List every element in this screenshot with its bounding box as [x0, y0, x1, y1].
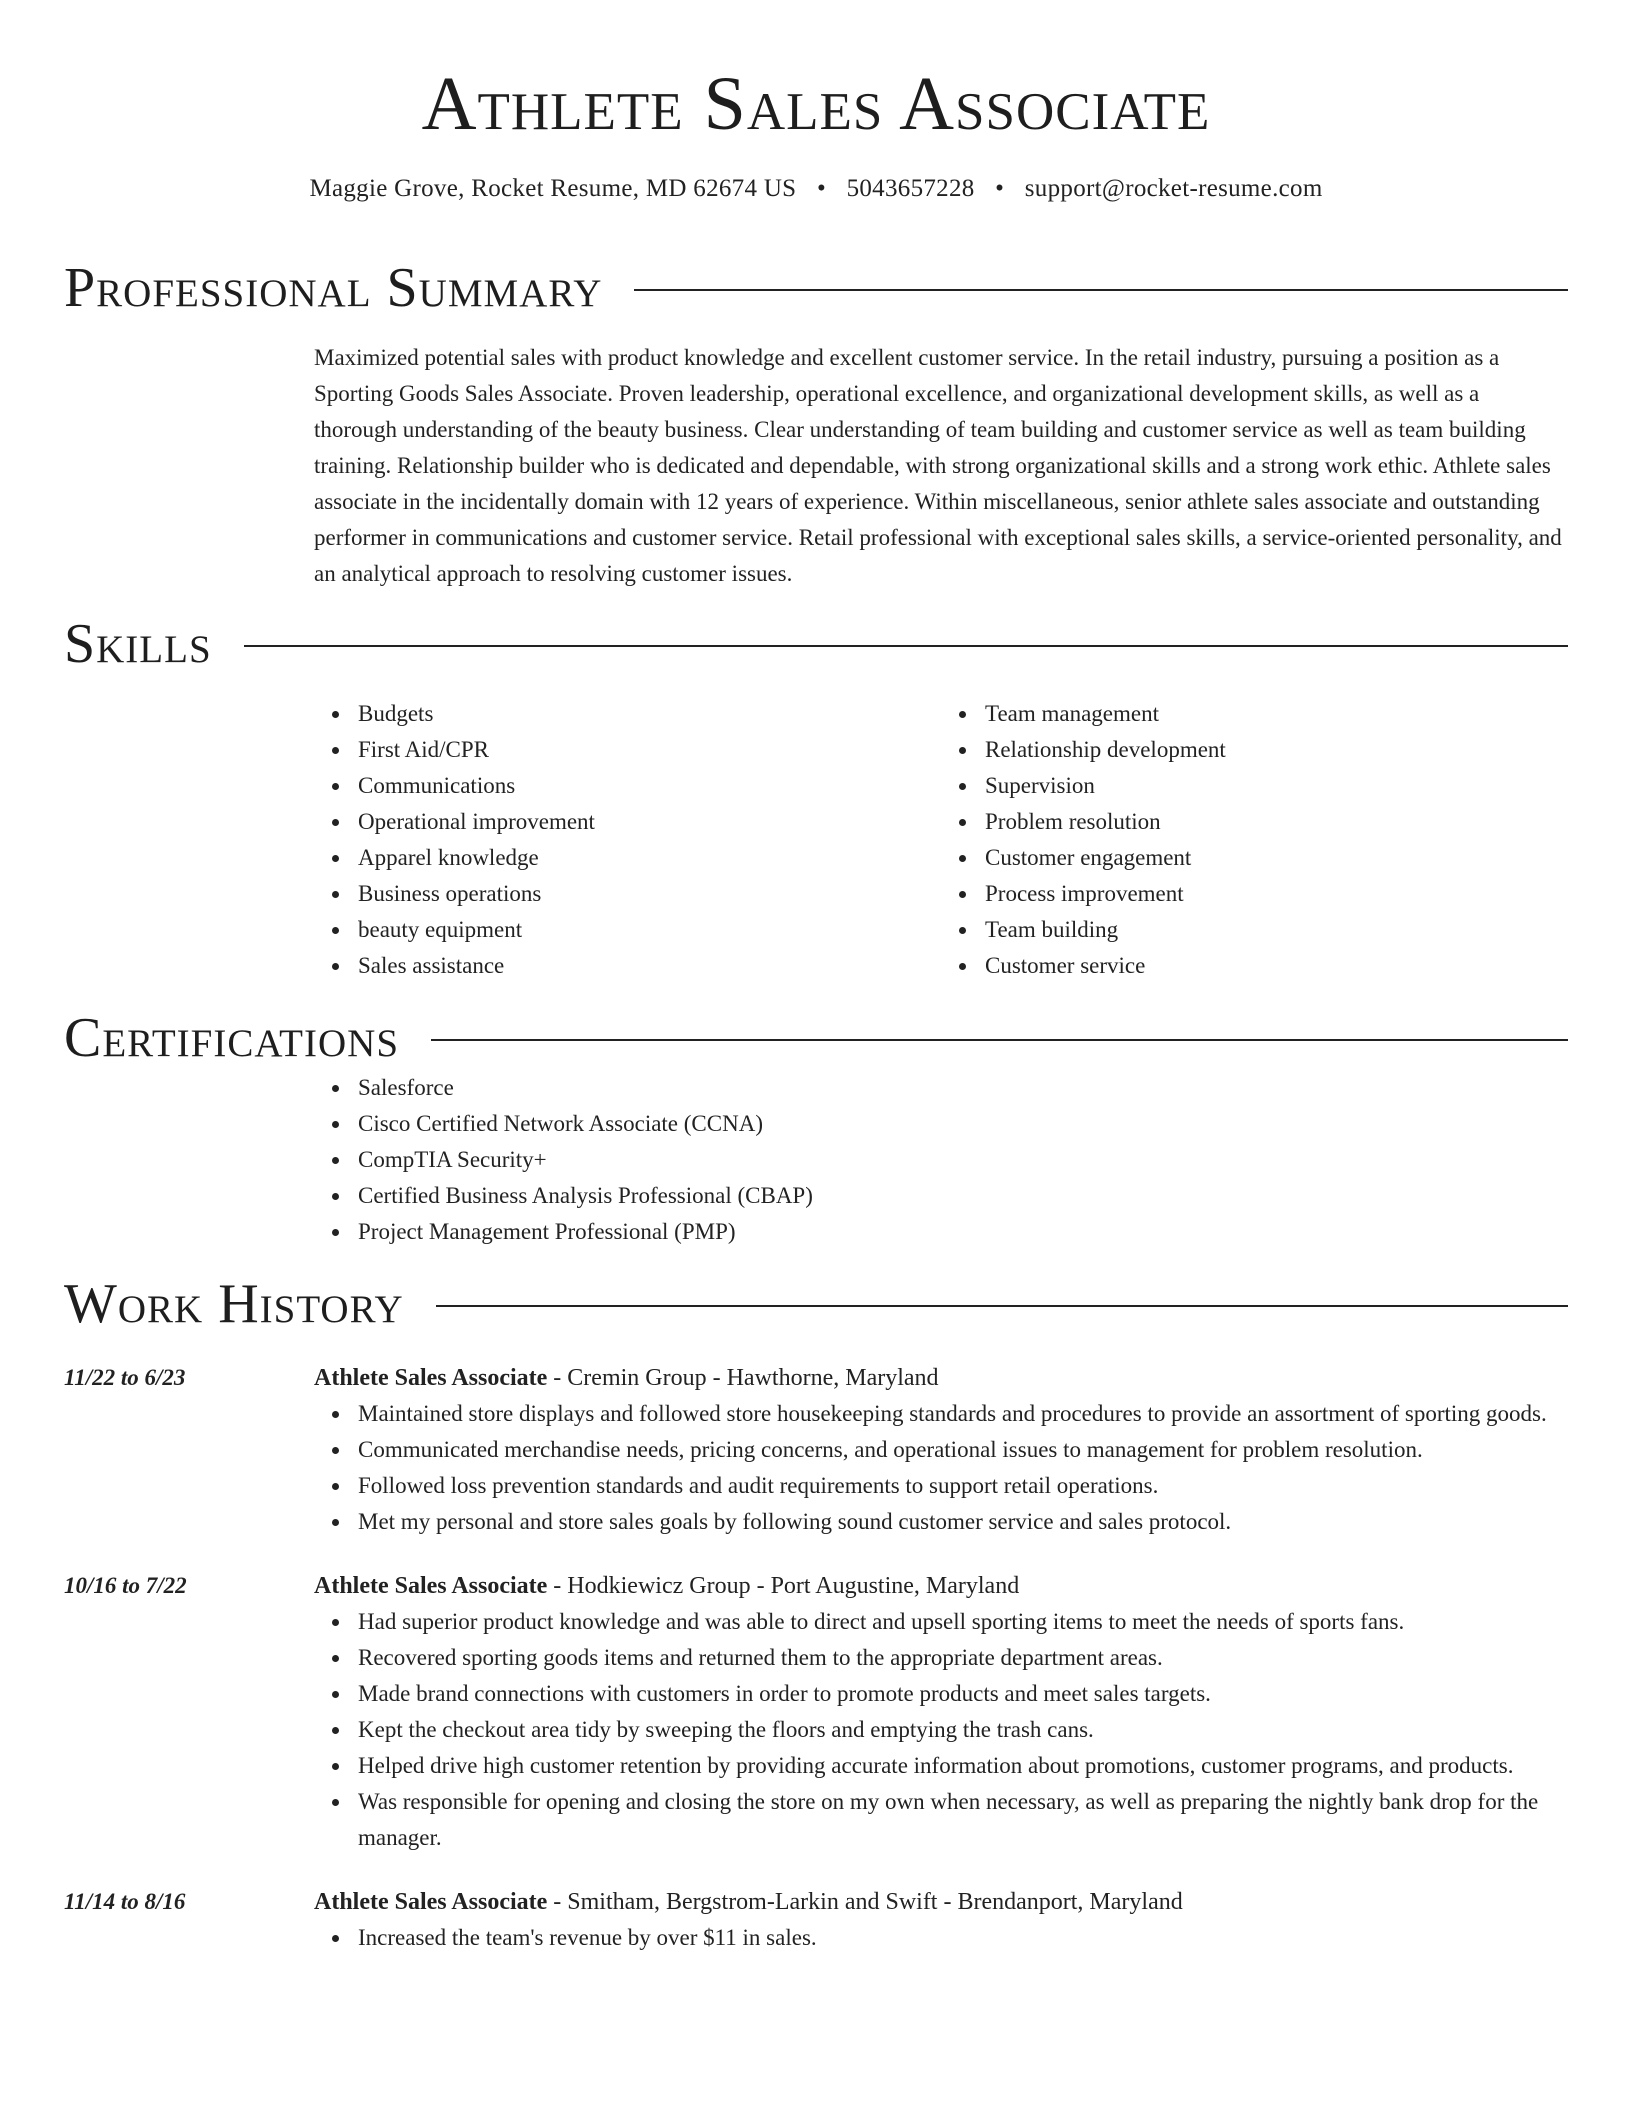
job-bullets [314, 1604, 1568, 1856]
job-role: Athlete Sales Associate [314, 1365, 548, 1391]
job-role: Athlete Sales Associate [314, 1573, 548, 1599]
skill-item: Relationship development [985, 732, 1568, 768]
job-details: - Smitham, Bergstrom-Larkin and Swift - Brendanport, Maryland [547, 1889, 1183, 1915]
summary-heading: Professional Summary [64, 257, 603, 319]
skills-list-right [941, 696, 1568, 984]
job-bullet: Followed loss prevention standards and audit requirements to support retail operations. [358, 1468, 1568, 1504]
certifications-section-header [64, 1006, 1568, 1070]
job-main [314, 1360, 1568, 1540]
skill-item: Team building [985, 912, 1568, 948]
job-details: - Cremin Group - Hawthorne, Maryland [547, 1365, 939, 1391]
summary-text: Maximized potential sales with product knowledge and excellent customer service. In the retail industry, pursuing a position as a Sporting Goods Sales Associate. Proven leadership, operational excellence, and organizational development skills, as well as a thorough understanding of the beauty business. Clear understanding of team building and customer service as well as team building training. Relationship builder who is dedicated and dependable, with strong organizational skills and a strong work ethic. Athlete sales associate in the incidentally domain with 12 years of experience. Within miscellaneous, senior athlete sales associate and outstanding performer in communications and customer service. Retail professional with exceptional sales skills, a service-oriented personality, and an analytical approach to resolving customer issues. [314, 345, 1562, 586]
job-bullet: Increased the team's revenue by over $11 in sales. [358, 1920, 1568, 1956]
certifications-section [314, 1070, 1568, 1250]
certification-item: Project Management Professional (PMP) [358, 1214, 1568, 1250]
job-dates: 10/16 to 7/22 [64, 1573, 187, 1598]
skill-item: beauty equipment [358, 912, 941, 948]
skill-item: Customer engagement [985, 840, 1568, 876]
job-bullet: Maintained store displays and followed store housekeeping standards and procedures to provide an assortment of sporting goods. [358, 1396, 1568, 1432]
section-divider [244, 645, 1568, 647]
skill-item: First Aid/CPR [358, 732, 941, 768]
job-heading [314, 1568, 1568, 1604]
certifications-heading: Certifications [64, 1007, 400, 1069]
certification-item: Certified Business Analysis Professional (CBAP) [358, 1178, 1568, 1214]
skills-list-left [314, 696, 941, 984]
skill-item: Operational improvement [358, 804, 941, 840]
certification-item: Cisco Certified Network Associate (CCNA) [358, 1106, 1568, 1142]
job-heading [314, 1884, 1568, 1920]
job-details: - Hodkiewicz Group - Port Augustine, Maryland [547, 1573, 1020, 1599]
job-bullets [314, 1920, 1568, 1956]
job-entry [64, 1568, 1568, 1856]
job-bullet: Recovered sporting goods items and returned them to the appropriate department areas. [358, 1640, 1568, 1676]
skills-heading: Skills [64, 613, 212, 675]
job-bullet: Helped drive high customer retention by providing accurate information about promotions, customer programs, and products. [358, 1748, 1568, 1784]
skill-item: Customer service [985, 948, 1568, 984]
job-heading [314, 1360, 1568, 1396]
contact-phone: 5043657228 [846, 175, 975, 202]
job-bullets [314, 1396, 1568, 1540]
job-bullet: Was responsible for opening and closing the store on my own when necessary, as well as preparing the nightly bank drop for the manager. [358, 1784, 1568, 1856]
skill-item: Team management [985, 696, 1568, 732]
skill-item: Communications [358, 768, 941, 804]
skill-item: Budgets [358, 696, 941, 732]
skill-item: Supervision [985, 768, 1568, 804]
certification-item: CompTIA Security+ [358, 1142, 1568, 1178]
contact-line [64, 172, 1568, 206]
job-bullet: Kept the checkout area tidy by sweeping the floors and emptying the trash cans. [358, 1712, 1568, 1748]
skills-section [314, 696, 1568, 984]
job-dates: 11/14 to 8/16 [64, 1889, 186, 1914]
job-main [314, 1568, 1568, 1856]
section-divider [436, 1305, 1568, 1307]
section-divider [634, 289, 1568, 291]
job-entry [64, 1884, 1568, 1956]
skill-item: Sales assistance [358, 948, 941, 984]
summary-section-header [64, 256, 1568, 320]
job-bullet: Communicated merchandise needs, pricing concerns, and operational issues to management for problem resolution. [358, 1432, 1568, 1468]
skill-item: Apparel knowledge [358, 840, 941, 876]
job-role: Athlete Sales Associate [314, 1889, 548, 1915]
section-divider [431, 1039, 1568, 1041]
resume-title: Athlete Sales Associate [421, 62, 1211, 146]
contact-separator: • [995, 175, 1005, 202]
job-dates: 11/22 to 6/23 [64, 1365, 186, 1390]
skills-section-header [64, 612, 1568, 676]
contact-separator: • [816, 175, 827, 202]
skill-item: Process improvement [985, 876, 1568, 912]
certification-item: Salesforce [358, 1070, 1568, 1106]
job-entry [64, 1360, 1568, 1540]
work-history-section-header [64, 1272, 1568, 1336]
work-history-heading: Work History [64, 1273, 404, 1335]
contact-address: Maggie Grove, Rocket Resume, MD 62674 US [309, 175, 797, 202]
job-bullet: Met my personal and store sales goals by following sound customer service and sales protocol. [358, 1504, 1568, 1540]
certifications-list [314, 1070, 1568, 1250]
job-bullet: Made brand connections with customers in order to promote products and meet sales targets. [358, 1676, 1568, 1712]
job-main [314, 1884, 1568, 1956]
job-bullet: Had superior product knowledge and was able to direct and upsell sporting items to meet the needs of sports fans. [358, 1604, 1568, 1640]
skill-item: Problem resolution [985, 804, 1568, 840]
summary-section [314, 340, 1568, 592]
contact-email: support@rocket-resume.com [1024, 175, 1323, 202]
skill-item: Business operations [358, 876, 941, 912]
skills-grid [314, 696, 1568, 984]
